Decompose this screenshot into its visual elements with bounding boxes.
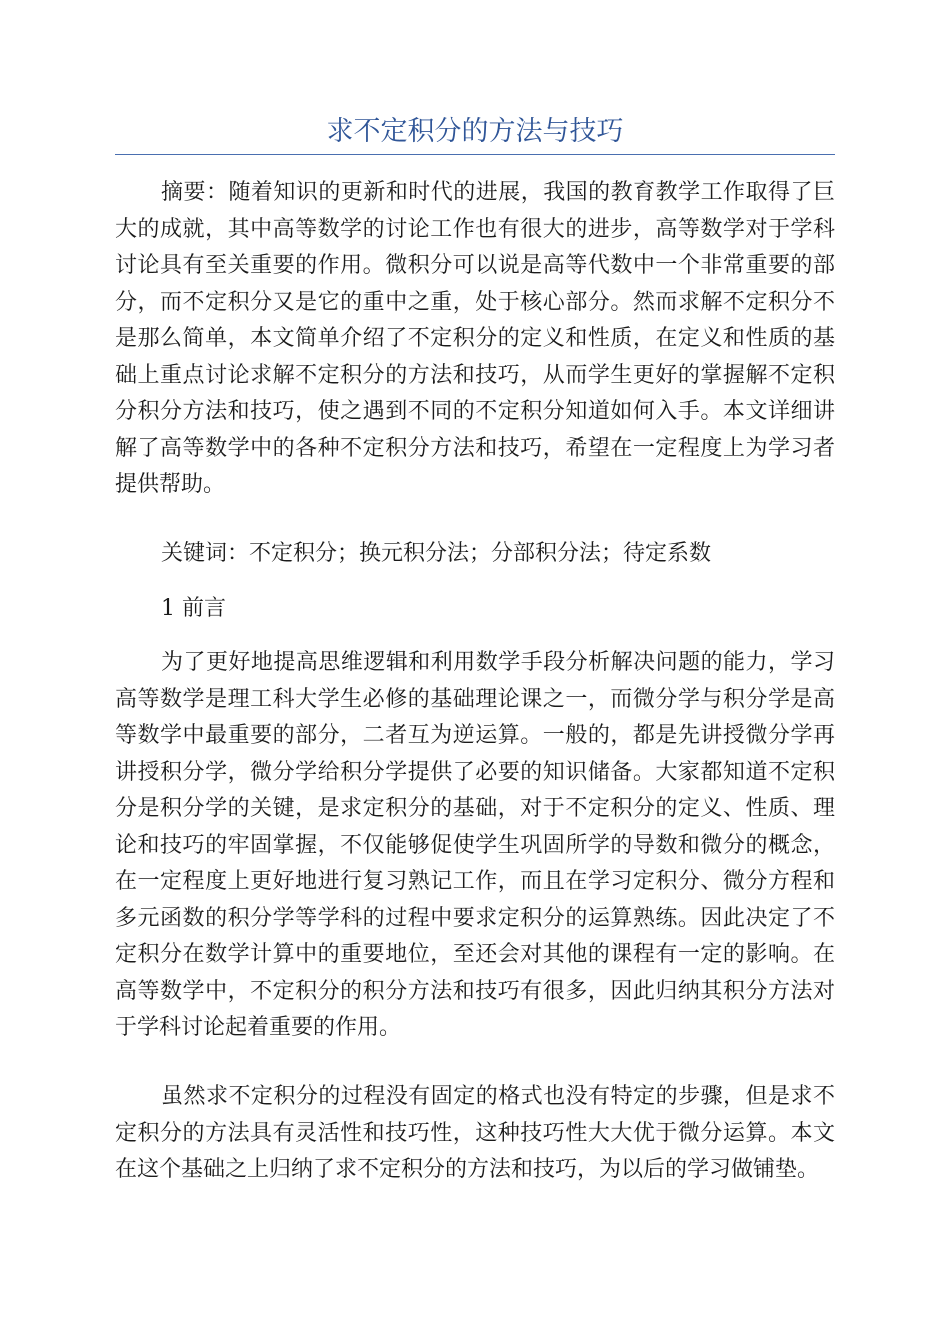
- title-underline: [115, 154, 835, 155]
- keywords-line: 关键词：不定积分；换元积分法；分部积分法；待定系数: [161, 541, 712, 566]
- document-title: 求不定积分的方法与技巧: [326, 116, 624, 147]
- body-paragraph: 为了更好地提高思维逻辑和利用数学手段分析解决问题的能力，学习高等数学是理工科大学生必修的基础理论课之一，而微分学与积分学是高等数学中最重要的部分，二者互为逆运算。一般的，都是先讲授微分学再讲授积分学，微分学给积分学提供了必要的知识储备。大家都知道不定积分是积分学的关键，是求定积分的基础，对于不定积分的定义、性质、理论和技巧的牢固掌握，不仅能够促使学生巩固所学的导数和微分的概念，在一定程度上更好地进行复习熟记工作，而且在学习定积分、微分方程和多元函数的积分学等学科的过程中要求定积分的运算熟练。因此决定了不定积分在数学计算中的重要地位，至还会对其他的课程有一定的影响。在高等数学中，不定积分的积分方法和技巧有很多，因此归纳其积分方法对于学科讨论起着重要的作用。: [115, 650, 835, 1040]
- body-paragraph: 虽然求不定积分的过程没有固定的格式也没有特定的步骤，但是求不定积分的方法具有灵活性和技巧性，这种技巧性大大优于微分运算。本文在这个基础之上归纳了求不定积分的方法和技巧，为以后的学习做铺垫。: [115, 1084, 835, 1182]
- section-heading: 1 前言: [161, 596, 226, 621]
- abstract-paragraph: 摘要：随着知识的更新和时代的进展，我国的教育教学工作取得了巨大的成就，其中高等数学的讨论工作也有很大的进步，高等数学对于学科讨论具有至关重要的作用。微积分可以说是高等代数中一个非常重要的部分，而不定积分又是它的重中之重，处于核心部分。然而求解不定积分不是那么简单，本文简单介绍了不定积分的定义和性质，在定义和性质的基础上重点讨论求解不定积分的方法和技巧，从而学生更好的掌握解不定积分积分方法和技巧，使之遇到不同的不定积分知道如何入手。本文详细讲解了高等数学中的各种不定积分方法和技巧，希望在一定程度上为学习者提供帮助。: [115, 180, 835, 497]
